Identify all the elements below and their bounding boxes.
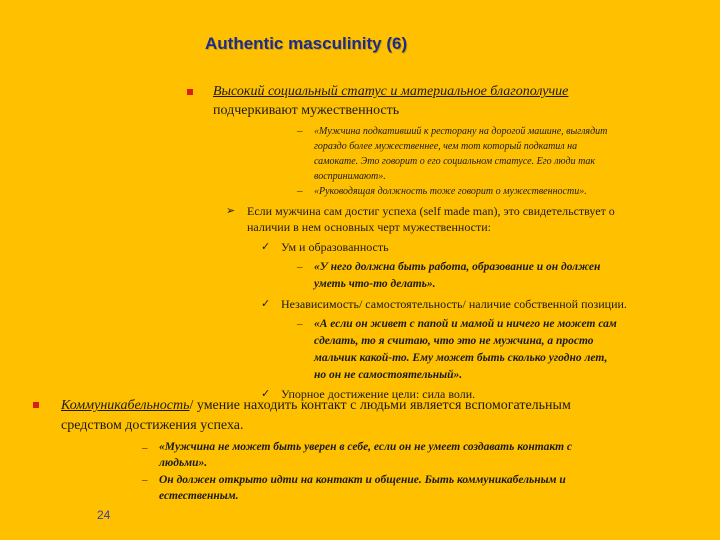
quote5-line1: «Мужчина не может быть уверен в себе, если он не умеет создавать контакт с — [159, 441, 573, 453]
square-bullet-icon — [33, 402, 39, 408]
dash-icon: – — [297, 125, 303, 137]
dash-icon: – — [142, 474, 148, 486]
sub1-line2: наличии в нем основных черт мужественности: — [247, 220, 491, 234]
bullet1-line2: подчеркивают мужественность — [213, 103, 400, 118]
dash-icon: – — [297, 318, 303, 330]
bullet2-line1 — [61, 397, 571, 414]
square-bullet-icon — [187, 89, 193, 95]
checkmark-icon: ✓ — [261, 240, 271, 253]
bullet2-underlined: Коммуникабельность — [61, 398, 190, 413]
dash-icon: – — [297, 185, 303, 197]
dash-icon: – — [297, 261, 303, 273]
bullet2-line2: средством достижения успеха. — [61, 418, 244, 433]
quote3-line2: уметь что-то делать». — [314, 278, 436, 290]
quote2: «Руководящая должность тоже говорит о мужественности». — [314, 186, 587, 197]
arrow-bullet-icon: ➢ — [226, 204, 236, 217]
quote4-line4: но он не самостоятельный». — [314, 369, 463, 381]
quote4-line3: мальчик какой-то. Ему может быть сколько угодно лет, — [314, 352, 608, 364]
check2-label: Независимость/ самостоятельность/ наличие собственной позиции. — [281, 297, 627, 311]
quote1-line1: «Мужчина подкативший к ресторану на дорогой машине, выглядит — [314, 126, 608, 137]
page-number: 24 — [97, 508, 111, 522]
check1-label: Ум и образованность — [281, 240, 389, 254]
checkmark-icon: ✓ — [261, 387, 271, 400]
check3-label: Упорное достижение цели: сила воли. — [281, 387, 476, 401]
bullet1-line1: Высокий социальный статус и материальное благополучие — [213, 84, 569, 99]
dash-icon: – — [142, 442, 148, 454]
quote1-line3: самокате. Это говорит о его социальном статусе. Его люди так — [314, 156, 596, 167]
quote4-line1: «А если он живет с папой и мамой и ничего не может сам — [314, 318, 617, 330]
quote6-line1: Он должен открыто идти на контакт и общение. Быть коммуникабельным и — [159, 474, 566, 486]
quote4-line2: сделать, то я считаю, что это не мужчина, а просто — [314, 335, 594, 347]
bullet2-rest: / умение находить контакт с людьми является вспомогательным — [189, 398, 571, 413]
sub1-line1: Если мужчина сам достиг успеха (self made man), это свидетельствует о — [247, 204, 615, 218]
quote3-line1: «У него должна быть работа, образование и он должен — [314, 261, 601, 273]
slide-title: Authentic masculinity (6) — [205, 34, 408, 53]
checkmark-icon: ✓ — [261, 297, 271, 310]
quote5-line2: людьми». — [159, 457, 208, 469]
quote1-line2: гораздо более мужественнее, чем тот который подкатил на — [314, 141, 578, 152]
quote6-line2: естественным. — [159, 490, 239, 502]
quote1-line4: воспринимают». — [314, 171, 386, 182]
